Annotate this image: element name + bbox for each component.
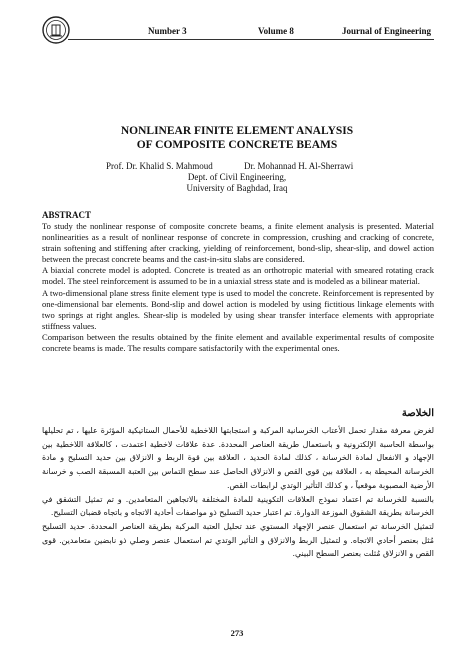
arabic-paragraph-3: لتمثيل الخرسانة تم استعمال عنصر الإجهاد المستوي عند تحليل العتبة المركبة بطريقة العناصر المحددة. حديد التسليح مُثل بعنصر أحادي الاتجاه. و لتمثيل الربط والانزلاق و التأثير الوتدي تم استعمال عنصر وصلي ذو نابضين متعامدين. قوى القص و الانزلاق مُثلت بعنصر السطح البيني. xyxy=(42,521,434,559)
arabic-abstract-body xyxy=(42,424,434,561)
abstract-paragraph-3: A two-dimensional plane stress finite element type is used to model the concrete. Reinforcement is represented by one-dimensional bar elements. Bond-slip and dowel action is modeled by using fictitious linkage elements with two springs at right angles. Shear-slip is modeled by using shear transfer interface elements with appropriate stiffness values. xyxy=(42,287,434,331)
author-2: Dr. Mohannad H. Al-Sherrawi xyxy=(244,161,354,171)
university-seal-icon xyxy=(42,16,70,44)
arabic-paragraph-1: لغرض معرفة مقدار تحمل الأعتاب الخرسانية المركبة و استجابتها اللاخطية للأحمال الستاتيكية المؤثرة عليها ، تم تحليلها بواسطة الحاسبة الإلكترونية و باستعمال طريقة العناصر المحددة. عدة علاقات لاخطية اعتمدت ، كالعلاقة اللاخطية بين الإجهاد و الانفعال لمادة الخرسانة ، كذلك لمادة الحديد ، العلاقة بين قوة الربط و الانزلاق بين حديد التسليح و مادة الخرسانة المحيطة به ، العلاقة بين قوى القص و الانزلاق الحاصل عند سطح التماس بين العتبة المسبقة الصب و خرسانة الأرضية المصبوبة موقعياً ، و كذلك التأثير الوتدي لرابطات القص. xyxy=(42,426,434,490)
title-line-1: NONLINEAR FINITE ELEMENT ANALYSIS xyxy=(120,125,354,137)
journal-name: Journal of Engineering xyxy=(342,26,432,36)
issue-number: Number 3 xyxy=(148,26,187,36)
arabic-paragraph-2: بالنسبة للخرسانة تم اعتماد نموذج العلاقات التكوينية للمادة المختلفة بالاتجاهين المتعامدين. و تم تمثيل التشقق في الخرسانة بطريقة الشقوق الموزعة الدوارة. تم اعتبار حديد التسليح ذو مواصفات أحادية الاتجاه و باتجاه قضبان التسليح. xyxy=(42,494,434,518)
abstract-body xyxy=(42,221,434,354)
abstract-heading: ABSTRACT xyxy=(42,210,92,220)
title-line-2: OF COMPOSITE CONCRETE BEAMS xyxy=(136,139,338,151)
paper-title xyxy=(0,124,474,152)
author-1: Prof. Dr. Khalid S. Mahmoud xyxy=(106,161,213,171)
abstract-paragraph-4: Comparison between the results obtained by the finite element and available experimental results of composite concrete beams is made. The results compare satisfactorily with the experimental ones. xyxy=(42,331,434,354)
abstract-paragraph-2: A biaxial concrete model is adopted. Concrete is treated as an orthotropic material with smeared rotating crack model. The steel reinforcement is assumed to be in a uniaxial stress state and is modeled as a bilinear material. xyxy=(42,265,434,287)
abstract-paragraph-1: To study the nonlinear response of composite concrete beams, a finite element analysis is presented. Material nonlinearities as a result of nonlinear response of concrete in compression, crushing and cracking of concrete, strain softening and stiffening after cracking, yielding of reinforcement, bond-slip, shear-slip, and dowel action between the precast concrete beams and the cast-in-situ slabs are considered. xyxy=(42,221,434,265)
header-rule xyxy=(68,39,434,40)
journal-header xyxy=(42,22,434,42)
department: Dept. of Civil Engineering, xyxy=(187,172,287,182)
arabic-abstract-heading: الخلاصة xyxy=(401,408,434,419)
university: University of Baghdad, Iraq xyxy=(186,183,288,193)
volume-number: Volume 8 xyxy=(258,26,294,36)
page-number: 273 xyxy=(230,628,244,638)
